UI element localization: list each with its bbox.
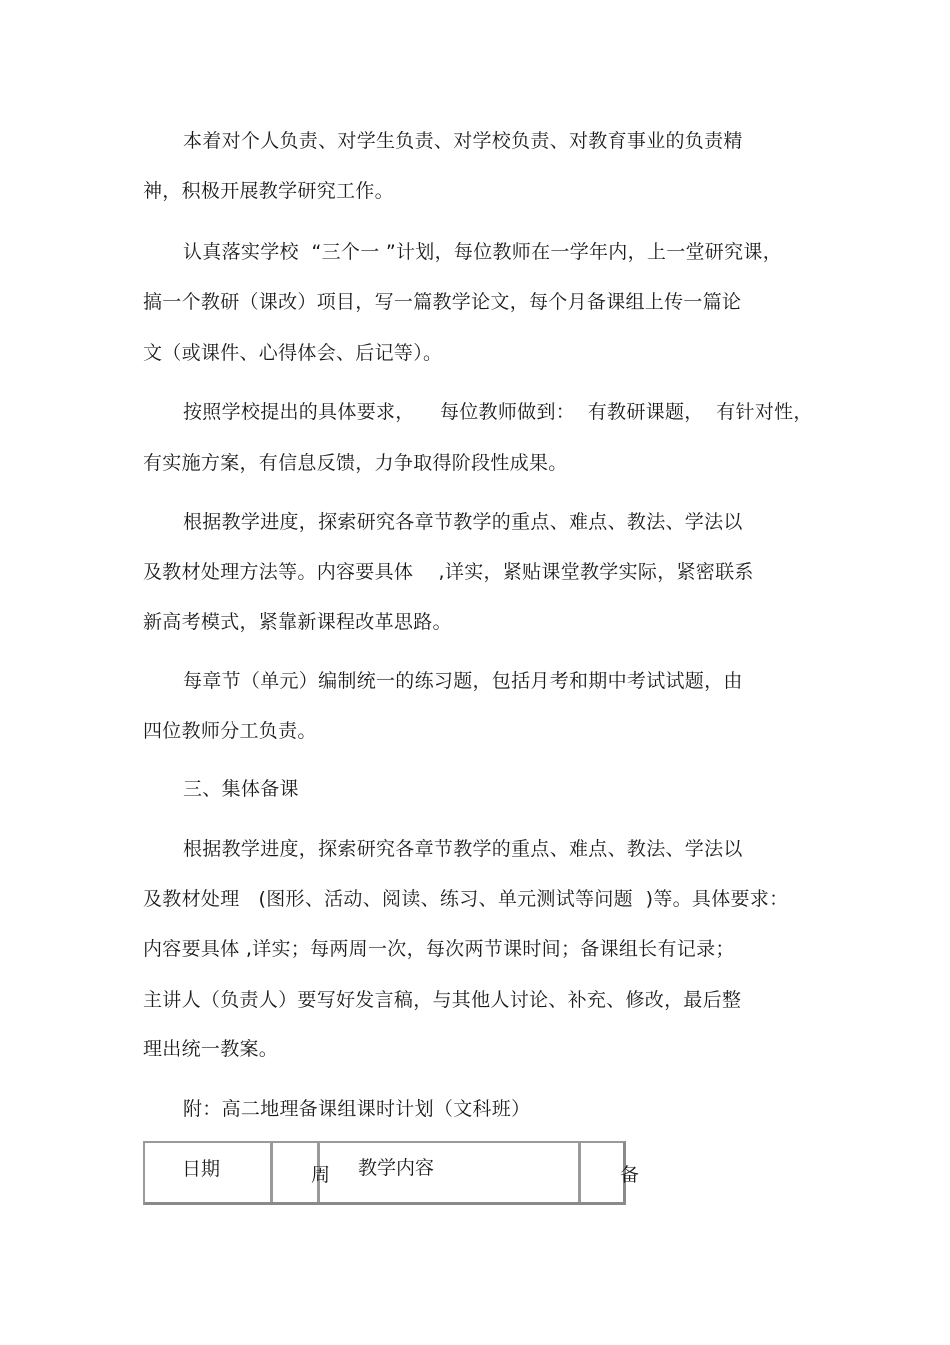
table-caption: 附：高二地理备课组课时计划（文科班）	[183, 1098, 531, 1120]
paragraph-line: 有实施方案，有信息反馈，力争取得阶段性成果。	[143, 452, 568, 474]
paragraph-line: 神，积极开展教学研究工作。	[143, 180, 394, 202]
paragraph-line: 根据教学进度，探索研究各章节教学的重点、难点、教法、学法以	[183, 511, 743, 533]
lesson-plan-table	[143, 1141, 640, 1205]
paragraph-line: 新高考模式，紧靠新课程改革思路。	[143, 611, 452, 633]
table-header-row	[143, 1141, 640, 1205]
header-label-date: 日期	[182, 1158, 221, 1180]
section-heading: 三、集体备课	[183, 778, 299, 800]
header-label-remarks: 备	[620, 1164, 640, 1186]
paragraph-line: 理出统一教案。	[143, 1038, 279, 1060]
header-label-content: 教学内容	[358, 1157, 435, 1179]
paragraph-line: 主讲人（负责人）要写好发言稿，与其他人讨论、补充、修改，最后整	[143, 989, 742, 1011]
paragraph-line: 四位教师分工负责。	[143, 720, 317, 742]
paragraph-line: 及教材处理方法等。内容要具体 ,详实，紧贴课堂教学实际，紧密联系	[143, 561, 754, 583]
paragraph-line: 每章节（单元）编制统一的练习题，包括月考和期中考试试题，由	[183, 670, 743, 692]
header-cell-week	[273, 1143, 331, 1202]
header-cell-remarks	[581, 1143, 640, 1202]
paragraph-line: 内容要具体 ,详实；每两周一次，每次两节课时间；备课组长有记录；	[143, 938, 735, 960]
paragraph-line: 本着对个人负责、对学生负责、对学校负责、对教育事业的负责精	[183, 130, 743, 152]
header-label-week: 周	[311, 1164, 331, 1186]
paragraph-line: 及教材处理 (图形、活动、阅读、练习、单元测试等问题 )等。具体要求：	[143, 888, 789, 910]
paragraph-line: 搞一个教研（课改）项目，写一篇教学论文，每个月备课组上传一篇论	[143, 291, 742, 313]
header-cell-content	[320, 1143, 581, 1202]
paragraph-line: 根据教学进度，探索研究各章节教学的重点、难点、教法、学法以	[183, 838, 743, 860]
paragraph-line: 认真落实学校 “三个一 ”计划，每位教师在一学年内，上一堂研究课，	[183, 241, 783, 263]
paragraph-line: 按照学校提出的具体要求， 每位教师做到： 有教研课题， 有针对性，	[183, 401, 813, 423]
paragraph-line: 文（或课件、心得体会、后记等）。	[143, 342, 443, 364]
header-cell-date	[145, 1143, 273, 1202]
